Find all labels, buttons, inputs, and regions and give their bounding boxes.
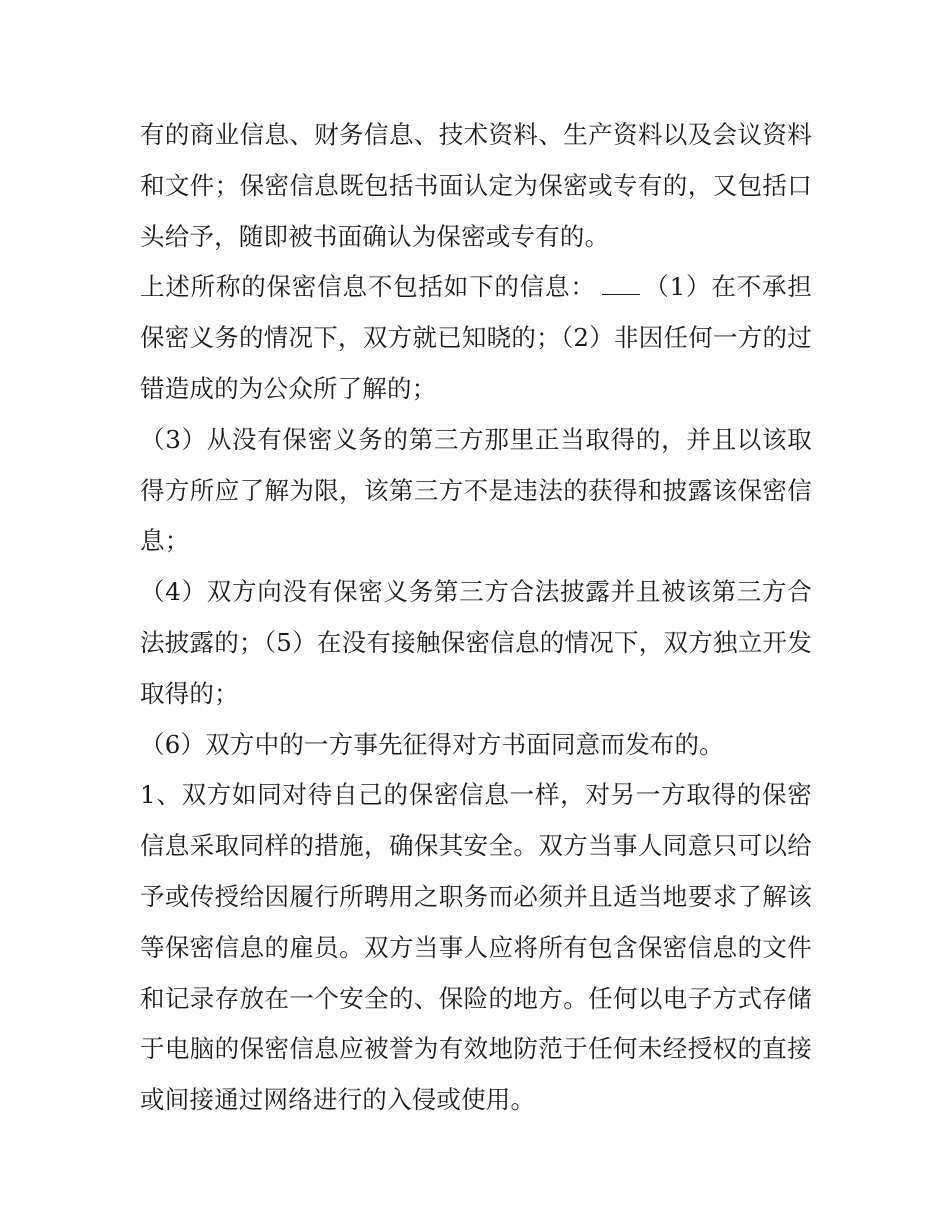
paragraph-exclusion-4-5: （4）双方向没有保密义务第三方合法披露并且被该第三方合法披露的；（5）在没有接触保密信息的情况下，双方独立开发取得的； <box>140 577 812 708</box>
paragraph-exclusions <box>140 262 812 414</box>
paragraph-confidential-scope: 有的商业信息、财务信息、技术资料、生产资料以及会议资料和文件；保密信息既包括书面认定为保密或专有的，又包括口头给予，随即被书面确认为保密或专有的。 <box>140 120 812 251</box>
fill-in-blank <box>602 276 640 295</box>
paragraph-exclusion-6: （6）双方中的一方事先征得对方书面同意而发布的。 <box>140 729 724 759</box>
paragraph-obligation-1: 1、双方如同对待自己的保密信息一样，对另一方取得的保密信息采取同样的措施，确保其安全。双方当事人同意只可以给予或传授给因履行所聘用之职务而必须并且适当地要求了解该等保密信息的雇员。双方当事人应将所有包含保密信息的文件和记录存放在一个安全的、保险的地方。任何以电子方式存储于电脑的保密信息应被誉为有效地防范于任何未经授权的直接或间接通过网络进行的入侵或使用。 <box>140 780 812 1115</box>
exclusions-items-1-2: （1）在不承担保密义务的情况下，双方就已知晓的；（2）非因任何一方的过错造成的为公众所了解的； <box>140 272 812 403</box>
document-body <box>140 110 812 1126</box>
exclusions-intro: 上述所称的保密信息不包括如下的信息： <box>140 272 596 302</box>
paragraph-exclusion-3: （3）从没有保密义务的第三方那里正当取得的，并且以该取得方所应了解为限，该第三方不是违法的获得和披露该保密信息； <box>140 424 812 556</box>
